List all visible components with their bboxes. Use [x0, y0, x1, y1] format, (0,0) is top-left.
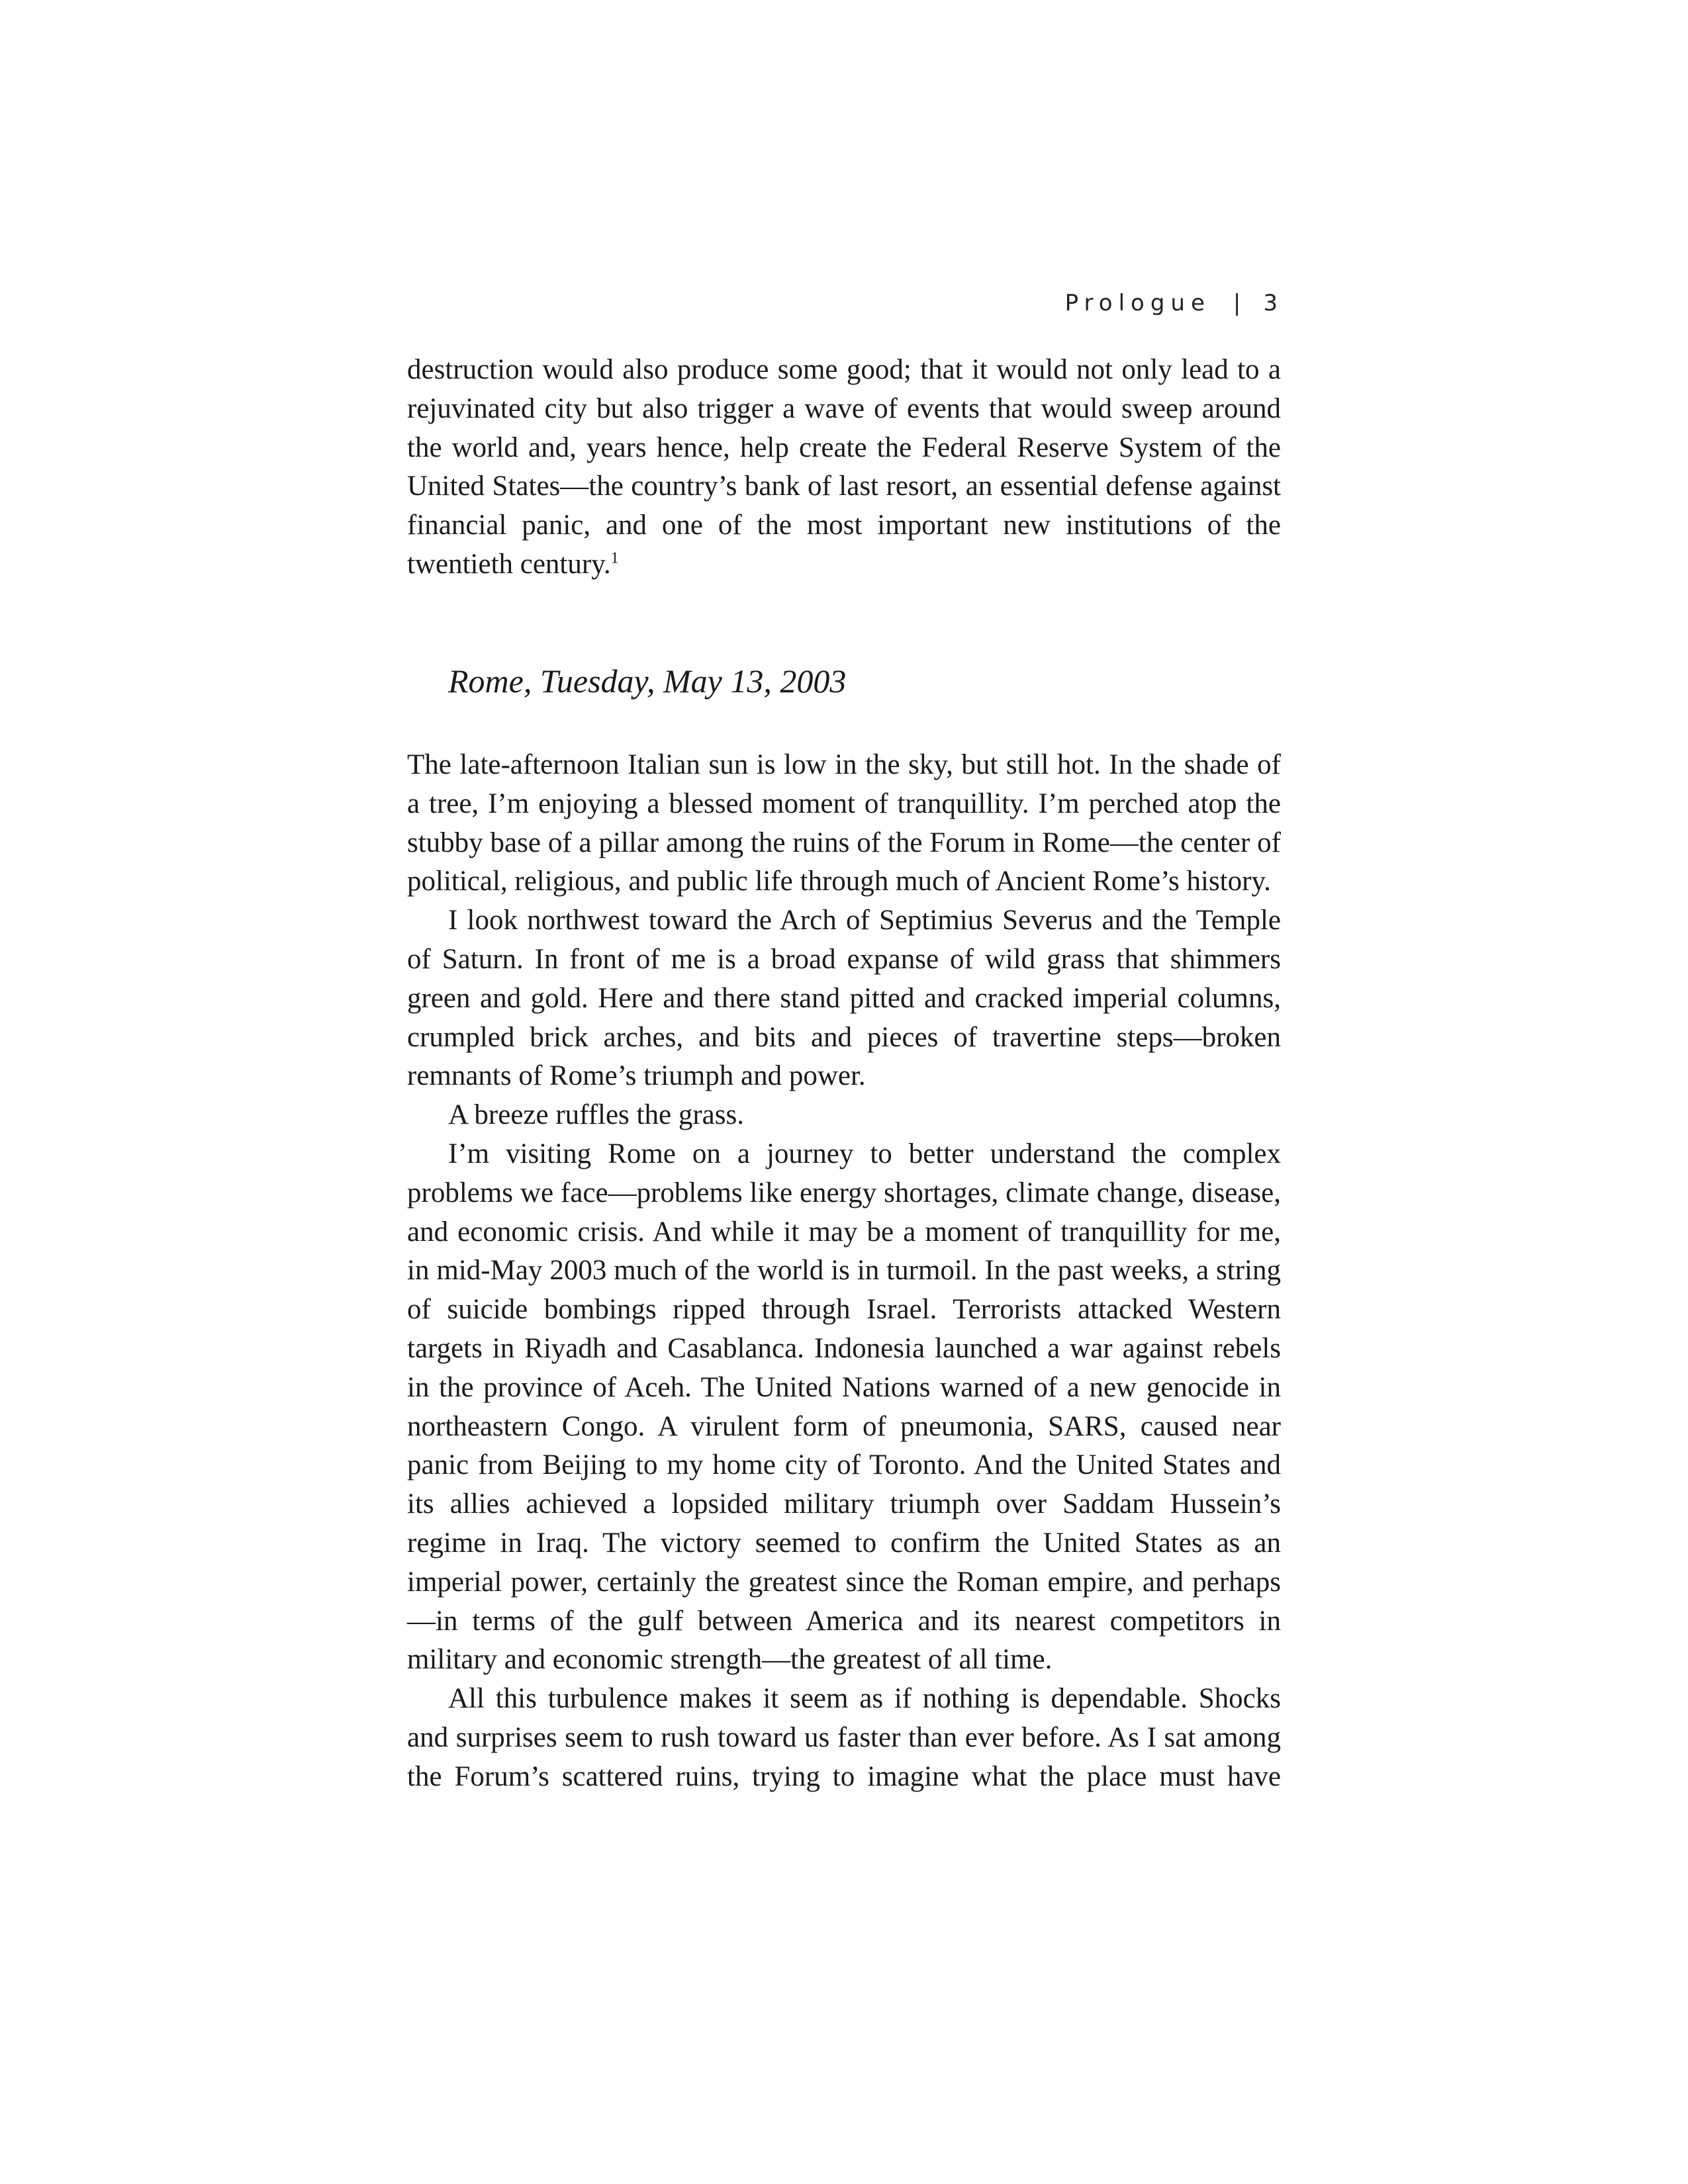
paragraph: I look northwest toward the Arch of Septimius Severus and the Temple of Saturn. In front of me is a broad expanse of wild grass that shimmers green and gold. Here and there stand pitted and cracked imperial columns, crumpled brick arches, and bits and pieces of travertine steps—broken remnants of Rome’s triumph and power. [407, 905, 1281, 1092]
continued-paragraph-text: destruction would also produce some good; that it would not only lead to a rejuvinated city but also trigger a wave of events that would sweep around the world and, years hence, help create the Federal Reserve System of the United States—the country’s bank of last resort, an essential defense against financial panic, and one of the most important new institutions of the twentieth century. [407, 354, 1281, 580]
body-text [407, 746, 1281, 1797]
paragraph: I’m visiting Rome on a journey to better understand the complex problems we face—problems like energy shortages, climate change, disease, and economic crisis. And while it may be a moment of tranquillity for me, in mid-May 2003 much of the world is in turmoil. In the past weeks, a string of suicide bombings ripped through Israel. Terrorists attacked Western targets in Riyadh and Casablanca. Indonesia launched a war against rebels in the province of Aceh. The United Nations warned of a new genocide in northeastern Congo. A virulent form of pneumonia, SARS, caused near panic from Beijing to my home city of Toronto. And the United States and its allies achieved a lopsided military triumph over Saddam Hussein’s regime in Iraq. The victory seemed to confirm the United States as an imperial power, certainly the greatest since the Roman empire, and perhaps—in terms of the gulf between America and its nearest competitors in military and economic strength—the greatest of all time. [407, 1138, 1281, 1676]
continued-paragraph [407, 351, 1281, 584]
paragraph: The late-afternoon Italian sun is low in the sky, but still hot. In the shade of a tree, I’m enjoying a blessed moment of tranquillity. I’m perched atop the stubby base of a pillar among the ruins of the Forum in Rome—the center of political, religious, and public life through much of Ancient Rome’s history. [407, 749, 1281, 897]
paragraph: A breeze ruffles the grass. [448, 1099, 744, 1131]
page-number: 3 [1263, 290, 1278, 316]
running-head [1065, 290, 1278, 316]
running-head-title: Prologue [1064, 290, 1211, 316]
running-head-separator: | [1233, 290, 1241, 316]
continued-paragraph-block [407, 351, 1281, 584]
footnote-marker: 1 [610, 549, 619, 567]
paragraph: All this turbulence makes it seem as if nothing is dependable. Shocks and surprises seem to rush toward us faster than ever before. As I sat among the Forum’s scattered ruins, trying to imagine what the place must have [407, 1683, 1281, 1792]
section-heading: Rome, Tuesday, May 13, 2003 [448, 662, 847, 700]
